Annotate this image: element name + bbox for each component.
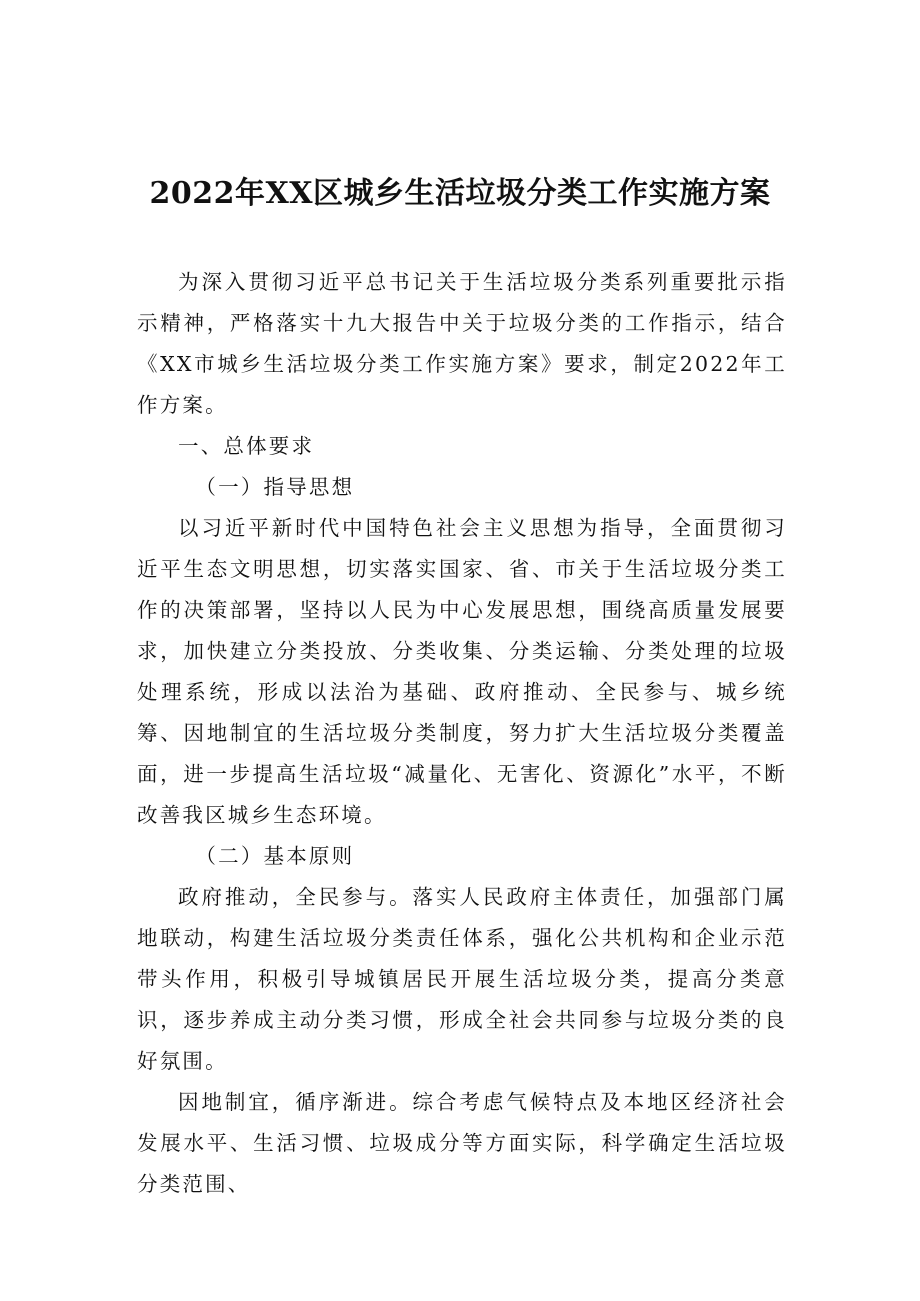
principle-paragraph-local-conditions: 因地制宜，循序渐进。综合考虑气候特点及本地区经济社会发展水平、生活习惯、垃圾成分等方面实际，科学确定生活垃圾分类范围、 [137,1090,787,1196]
subsection-heading-guiding-ideology: （一）指导思想 [195,475,355,499]
guiding-ideology-paragraph: 以习近平新时代中国特色社会主义思想为指导，全面贯彻习近平生态文明思想，切实落实国家、省、市关于生活垃圾分类工作的决策部署，坚持以人民为中心发展思想，围绕高质量发展要求，加快建立分类投放、分类收集、分类运输、分类处理的垃圾处理系统，形成以法治为基础、政府推动、全民参与、城乡统筹、因地制宜的生活垃圾分类制度，努力扩大生活垃圾分类覆盖面，进一步提高生活垃圾“减量化、无害化、资源化”水平，不断改善我区城乡生态环境。 [137,516,787,827]
section-heading-general-requirements: 一、总体要求 [178,434,315,458]
intro-paragraph: 为深入贯彻习近平总书记关于生活垃圾分类系列重要批示指示精神，严格落实十九大报告中关于垃圾分类的工作指示，结合《XX市城乡生活垃圾分类工作实施方案》要求，制定2022年工作方案。 [137,270,787,417]
document-body [137,262,787,1205]
document-title: 2022年XX区城乡生活垃圾分类工作实施方案 [149,176,771,211]
subsection-heading-basic-principles: （二）基本原则 [195,844,355,868]
principle-paragraph-government-promotion: 政府推动，全民参与。落实人民政府主体责任，加强部门属地联动，构建生活垃圾分类责任体系，强化公共机构和企业示范带头作用，积极引导城镇居民开展生活垃圾分类，提高分类意识，逐步养成主动分类习惯，形成全社会共同参与垃圾分类的良好氛围。 [137,885,787,1073]
